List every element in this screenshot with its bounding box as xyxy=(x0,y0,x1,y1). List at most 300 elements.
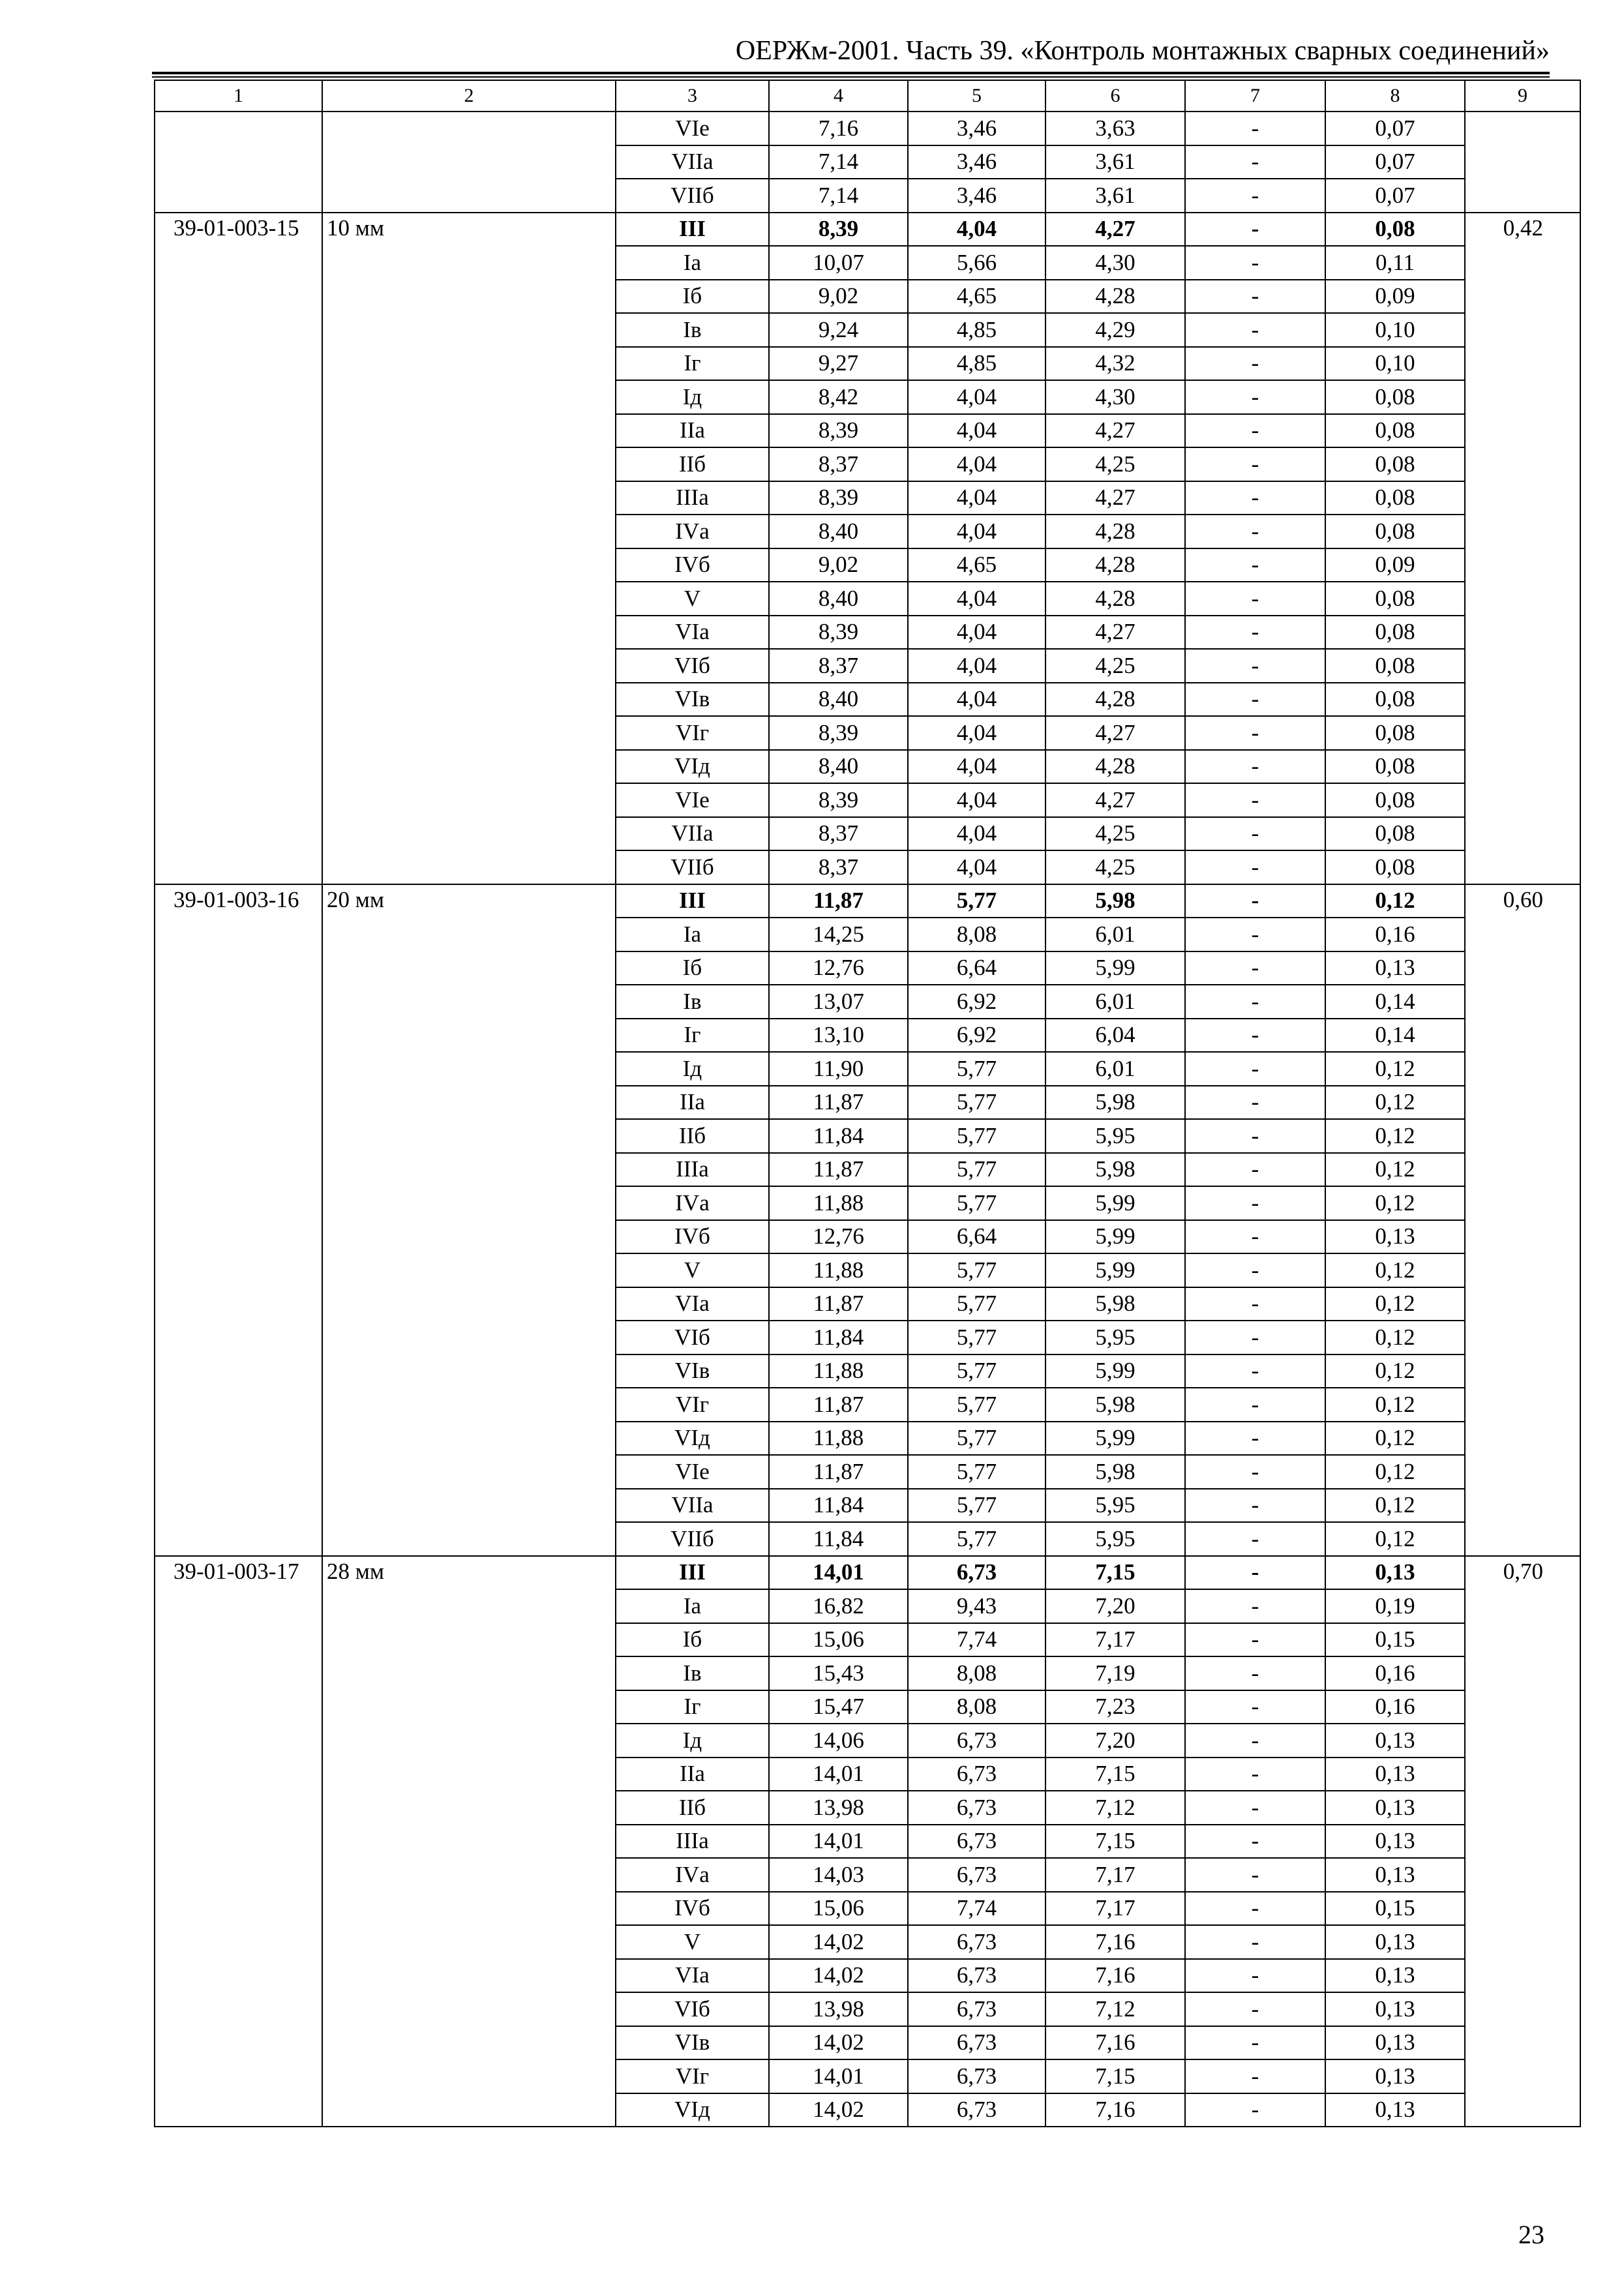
value-col5: 5,77 xyxy=(908,1422,1045,1456)
table-row xyxy=(155,884,1580,918)
value-col4: 11,88 xyxy=(769,1422,908,1456)
code-cell-continued xyxy=(155,112,322,213)
thickness-cell: 28 мм xyxy=(322,1556,616,2127)
value-col4: 12,76 xyxy=(769,951,908,985)
value-col6: 4,29 xyxy=(1045,313,1185,347)
value-col5: 6,73 xyxy=(908,1992,1045,2026)
value-col4: 8,39 xyxy=(769,783,908,817)
value-col5: 8,08 xyxy=(908,918,1045,951)
table-row xyxy=(155,112,1580,145)
value-col4: 8,37 xyxy=(769,447,908,481)
value-col6: 4,27 xyxy=(1045,616,1185,650)
value-col6: 4,28 xyxy=(1045,548,1185,582)
value-col7: - xyxy=(1185,1489,1325,1523)
value-col6: 7,17 xyxy=(1045,1623,1185,1657)
value-col5: 6,73 xyxy=(908,2059,1045,2093)
value-col5: 5,66 xyxy=(908,246,1045,280)
zone-cell: IIб xyxy=(616,1791,769,1825)
value-col7: - xyxy=(1185,179,1325,213)
value-col5: 4,04 xyxy=(908,213,1045,247)
value-col6: 4,32 xyxy=(1045,347,1185,381)
value-col4: 9,02 xyxy=(769,280,908,314)
value-col4: 16,82 xyxy=(769,1589,908,1623)
value-col5: 4,04 xyxy=(908,783,1045,817)
value-col8: 0,12 xyxy=(1325,1489,1465,1523)
value-col6: 7,12 xyxy=(1045,1791,1185,1825)
value-col7: - xyxy=(1185,313,1325,347)
value-col5: 6,73 xyxy=(908,2026,1045,2060)
value-col8: 0,12 xyxy=(1325,1086,1465,1120)
value-col5: 4,04 xyxy=(908,817,1045,851)
value-col7: - xyxy=(1185,1019,1325,1053)
value-col7: - xyxy=(1185,1556,1325,1590)
value-col7: - xyxy=(1185,246,1325,280)
zone-cell: IVб xyxy=(616,1892,769,1926)
value-col7: - xyxy=(1185,1690,1325,1724)
zone-cell: Iд xyxy=(616,380,769,414)
value-col8: 0,16 xyxy=(1325,918,1465,951)
value-col5: 4,04 xyxy=(908,447,1045,481)
value-col7: - xyxy=(1185,1119,1325,1153)
value-col7: - xyxy=(1185,582,1325,616)
value-col8: 0,12 xyxy=(1325,1287,1465,1321)
value-col6: 5,98 xyxy=(1045,1153,1185,1187)
value-col5: 5,77 xyxy=(908,1153,1045,1187)
zone-cell: Iа xyxy=(616,1589,769,1623)
value-col7: - xyxy=(1185,1287,1325,1321)
value-col8: 0,07 xyxy=(1325,112,1465,145)
zone-cell: Iд xyxy=(616,1724,769,1758)
zone-cell: IIIа xyxy=(616,1825,769,1859)
value-col6: 4,25 xyxy=(1045,649,1185,683)
value-col5: 4,65 xyxy=(908,280,1045,314)
value-col4: 10,07 xyxy=(769,246,908,280)
value-col7: - xyxy=(1185,347,1325,381)
value-col8: 0,13 xyxy=(1325,1959,1465,1993)
value-col8: 0,08 xyxy=(1325,716,1465,750)
value-col7: - xyxy=(1185,1959,1325,1993)
value-col8: 0,13 xyxy=(1325,1858,1465,1892)
value-col4: 11,87 xyxy=(769,1086,908,1120)
value-col7: - xyxy=(1185,1791,1325,1825)
value-col5: 6,73 xyxy=(908,1959,1045,1993)
value-col7: - xyxy=(1185,1858,1325,1892)
value-col5: 5,77 xyxy=(908,1354,1045,1388)
value-col8: 0,14 xyxy=(1325,985,1465,1019)
value-col8: 0,14 xyxy=(1325,1019,1465,1053)
value-col4: 8,40 xyxy=(769,515,908,548)
value-col8: 0,08 xyxy=(1325,414,1465,448)
total-cell-continued xyxy=(1465,112,1580,213)
value-col8: 0,13 xyxy=(1325,1925,1465,1959)
zone-cell: VIб xyxy=(616,1992,769,2026)
value-col4: 11,87 xyxy=(769,1287,908,1321)
value-col8: 0,08 xyxy=(1325,649,1465,683)
value-col6: 5,98 xyxy=(1045,884,1185,918)
zone-cell: IVа xyxy=(616,1858,769,1892)
zone-cell: Iв xyxy=(616,985,769,1019)
value-col4: 11,88 xyxy=(769,1186,908,1220)
value-col4: 11,84 xyxy=(769,1321,908,1354)
value-col6: 7,17 xyxy=(1045,1858,1185,1892)
value-col6: 7,16 xyxy=(1045,2093,1185,2127)
zone-cell: VIа xyxy=(616,1287,769,1321)
column-number: 5 xyxy=(908,80,1045,112)
value-col4: 14,02 xyxy=(769,1959,908,1993)
value-col6: 5,99 xyxy=(1045,1186,1185,1220)
value-col5: 4,04 xyxy=(908,716,1045,750)
value-col6: 5,98 xyxy=(1045,1388,1185,1422)
value-col5: 4,04 xyxy=(908,683,1045,717)
value-col6: 7,19 xyxy=(1045,1656,1185,1690)
zone-cell: Iб xyxy=(616,280,769,314)
value-col7: - xyxy=(1185,985,1325,1019)
value-col5: 7,74 xyxy=(908,1623,1045,1657)
value-col4: 8,39 xyxy=(769,414,908,448)
zone-cell: VIв xyxy=(616,1354,769,1388)
zone-cell: V xyxy=(616,582,769,616)
value-col4: 11,84 xyxy=(769,1489,908,1523)
value-col6: 4,27 xyxy=(1045,481,1185,515)
value-col7: - xyxy=(1185,1455,1325,1489)
value-col8: 0,15 xyxy=(1325,1892,1465,1926)
value-col4: 12,76 xyxy=(769,1220,908,1254)
value-col7: - xyxy=(1185,783,1325,817)
value-col4: 15,06 xyxy=(769,1892,908,1926)
value-col7: - xyxy=(1185,515,1325,548)
thickness-cell: 20 мм xyxy=(322,884,616,1556)
value-col7: - xyxy=(1185,850,1325,884)
value-col6: 3,61 xyxy=(1045,145,1185,179)
value-col6: 5,99 xyxy=(1045,951,1185,985)
value-col8: 0,08 xyxy=(1325,783,1465,817)
value-col4: 14,02 xyxy=(769,2093,908,2127)
value-col8: 0,08 xyxy=(1325,515,1465,548)
zone-cell: VIв xyxy=(616,683,769,717)
value-col8: 0,13 xyxy=(1325,1724,1465,1758)
zone-cell: VIе xyxy=(616,112,769,145)
value-col4: 8,42 xyxy=(769,380,908,414)
zone-cell: IIа xyxy=(616,414,769,448)
column-number: 7 xyxy=(1185,80,1325,112)
value-col6: 5,95 xyxy=(1045,1321,1185,1354)
column-number: 3 xyxy=(616,80,769,112)
value-col7: - xyxy=(1185,1086,1325,1120)
value-col8: 0,13 xyxy=(1325,1992,1465,2026)
value-col8: 0,08 xyxy=(1325,481,1465,515)
zone-cell: VIIа xyxy=(616,145,769,179)
value-col5: 6,73 xyxy=(908,1925,1045,1959)
value-col6: 5,98 xyxy=(1045,1287,1185,1321)
value-col4: 15,47 xyxy=(769,1690,908,1724)
value-col5: 5,77 xyxy=(908,1052,1045,1086)
value-col4: 7,16 xyxy=(769,112,908,145)
value-col6: 3,61 xyxy=(1045,179,1185,213)
value-col5: 4,04 xyxy=(908,649,1045,683)
value-col8: 0,13 xyxy=(1325,951,1465,985)
page-header-title: ОЕРЖм-2001. Часть 39. «Контроль монтажных сварных соединений» xyxy=(735,36,1550,66)
value-col5: 6,64 xyxy=(908,951,1045,985)
value-col7: - xyxy=(1185,2093,1325,2127)
zone-cell: Iг xyxy=(616,1690,769,1724)
value-col4: 9,24 xyxy=(769,313,908,347)
value-col7: - xyxy=(1185,280,1325,314)
value-col4: 11,84 xyxy=(769,1119,908,1153)
value-col4: 8,39 xyxy=(769,213,908,247)
thickness-cell: 10 мм xyxy=(322,213,616,884)
value-col7: - xyxy=(1185,213,1325,247)
value-col5: 4,04 xyxy=(908,515,1045,548)
value-col6: 5,98 xyxy=(1045,1455,1185,1489)
value-col8: 0,08 xyxy=(1325,683,1465,717)
value-col6: 5,95 xyxy=(1045,1522,1185,1556)
value-col8: 0,08 xyxy=(1325,582,1465,616)
value-col5: 6,73 xyxy=(908,1791,1045,1825)
value-col6: 4,27 xyxy=(1045,414,1185,448)
zone-cell: VIд xyxy=(616,750,769,784)
value-col8: 0,08 xyxy=(1325,213,1465,247)
value-col6: 4,28 xyxy=(1045,280,1185,314)
zone-cell: VIг xyxy=(616,716,769,750)
value-col7: - xyxy=(1185,1724,1325,1758)
value-col5: 5,77 xyxy=(908,1321,1045,1354)
value-col7: - xyxy=(1185,1388,1325,1422)
zone-cell: VIд xyxy=(616,2093,769,2127)
value-col4: 11,87 xyxy=(769,1388,908,1422)
value-col8: 0,12 xyxy=(1325,1455,1465,1489)
value-col6: 7,16 xyxy=(1045,2026,1185,2060)
value-col6: 7,15 xyxy=(1045,1556,1185,1590)
zone-cell: VIIб xyxy=(616,179,769,213)
value-col7: - xyxy=(1185,1623,1325,1657)
value-col8: 0,15 xyxy=(1325,1623,1465,1657)
value-col4: 8,39 xyxy=(769,616,908,650)
value-col7: - xyxy=(1185,683,1325,717)
value-col4: 11,87 xyxy=(769,1153,908,1187)
value-col5: 4,04 xyxy=(908,582,1045,616)
value-col4: 11,88 xyxy=(769,1354,908,1388)
value-col5: 6,73 xyxy=(908,1556,1045,1590)
value-col5: 7,74 xyxy=(908,1892,1045,1926)
zone-cell: VIб xyxy=(616,1321,769,1354)
value-col7: - xyxy=(1185,1186,1325,1220)
value-col6: 7,15 xyxy=(1045,2059,1185,2093)
zone-cell: Iа xyxy=(616,246,769,280)
value-col5: 5,77 xyxy=(908,1489,1045,1523)
value-col5: 4,04 xyxy=(908,616,1045,650)
zone-cell: VIг xyxy=(616,1388,769,1422)
value-col4: 14,02 xyxy=(769,2026,908,2060)
column-number: 8 xyxy=(1325,80,1465,112)
value-col5: 3,46 xyxy=(908,179,1045,213)
value-col8: 0,19 xyxy=(1325,1589,1465,1623)
value-col6: 7,17 xyxy=(1045,1892,1185,1926)
value-col8: 0,08 xyxy=(1325,850,1465,884)
value-col4: 8,40 xyxy=(769,683,908,717)
value-col6: 4,28 xyxy=(1045,683,1185,717)
value-col4: 14,01 xyxy=(769,1556,908,1590)
zone-cell: IIб xyxy=(616,447,769,481)
value-col4: 11,90 xyxy=(769,1052,908,1086)
value-col7: - xyxy=(1185,951,1325,985)
value-col6: 5,95 xyxy=(1045,1119,1185,1153)
value-col5: 5,77 xyxy=(908,1119,1045,1153)
value-col8: 0,13 xyxy=(1325,2059,1465,2093)
value-col4: 13,10 xyxy=(769,1019,908,1053)
value-col8: 0,12 xyxy=(1325,1354,1465,1388)
value-col8: 0,07 xyxy=(1325,179,1465,213)
value-col5: 4,85 xyxy=(908,347,1045,381)
table-row xyxy=(155,1556,1580,1590)
value-col8: 0,12 xyxy=(1325,1522,1465,1556)
total-cell: 0,42 xyxy=(1465,213,1580,884)
value-col5: 4,65 xyxy=(908,548,1045,582)
value-col8: 0,12 xyxy=(1325,884,1465,918)
value-col8: 0,09 xyxy=(1325,280,1465,314)
value-col7: - xyxy=(1185,616,1325,650)
value-col6: 4,30 xyxy=(1045,246,1185,280)
value-col6: 5,99 xyxy=(1045,1354,1185,1388)
value-col8: 0,12 xyxy=(1325,1119,1465,1153)
column-number: 1 xyxy=(155,80,322,112)
value-col5: 5,77 xyxy=(908,1287,1045,1321)
value-col7: - xyxy=(1185,1354,1325,1388)
value-col4: 15,43 xyxy=(769,1656,908,1690)
value-col7: - xyxy=(1185,1253,1325,1287)
value-col7: - xyxy=(1185,1892,1325,1926)
value-col6: 4,28 xyxy=(1045,582,1185,616)
value-col4: 8,40 xyxy=(769,582,908,616)
zone-cell: III xyxy=(616,213,769,247)
value-col5: 5,77 xyxy=(908,884,1045,918)
value-col4: 8,37 xyxy=(769,817,908,851)
value-col4: 13,98 xyxy=(769,1791,908,1825)
value-col4: 8,37 xyxy=(769,649,908,683)
value-col8: 0,08 xyxy=(1325,380,1465,414)
value-col8: 0,12 xyxy=(1325,1153,1465,1187)
value-col6: 4,25 xyxy=(1045,817,1185,851)
value-col4: 11,88 xyxy=(769,1253,908,1287)
rates-table xyxy=(154,80,1581,2127)
value-col6: 4,25 xyxy=(1045,850,1185,884)
value-col8: 0,13 xyxy=(1325,2093,1465,2127)
value-col5: 6,92 xyxy=(908,1019,1045,1053)
value-col7: - xyxy=(1185,112,1325,145)
zone-cell: VIе xyxy=(616,1455,769,1489)
column-number: 2 xyxy=(322,80,616,112)
zone-cell: V xyxy=(616,1925,769,1959)
value-col7: - xyxy=(1185,1422,1325,1456)
value-col4: 14,01 xyxy=(769,1758,908,1791)
value-col6: 5,95 xyxy=(1045,1489,1185,1523)
zone-cell: VIIа xyxy=(616,1489,769,1523)
zone-cell: IVб xyxy=(616,1220,769,1254)
value-col7: - xyxy=(1185,414,1325,448)
value-col5: 4,04 xyxy=(908,750,1045,784)
value-col8: 0,08 xyxy=(1325,616,1465,650)
value-col5: 5,77 xyxy=(908,1086,1045,1120)
value-col8: 0,13 xyxy=(1325,1220,1465,1254)
value-col4: 14,06 xyxy=(769,1724,908,1758)
value-col7: - xyxy=(1185,1758,1325,1791)
value-col8: 0,10 xyxy=(1325,313,1465,347)
value-col4: 11,87 xyxy=(769,884,908,918)
column-number-row xyxy=(155,80,1580,112)
zone-cell: VIб xyxy=(616,649,769,683)
value-col6: 7,16 xyxy=(1045,1959,1185,1993)
value-col6: 3,63 xyxy=(1045,112,1185,145)
total-cell: 0,60 xyxy=(1465,884,1580,1556)
value-col8: 0,12 xyxy=(1325,1422,1465,1456)
value-col7: - xyxy=(1185,447,1325,481)
value-col8: 0,08 xyxy=(1325,750,1465,784)
zone-cell: IVа xyxy=(616,1186,769,1220)
value-col5: 9,43 xyxy=(908,1589,1045,1623)
zone-cell: VIе xyxy=(616,783,769,817)
value-col6: 7,12 xyxy=(1045,1992,1185,2026)
value-col5: 6,73 xyxy=(908,1758,1045,1791)
value-col6: 4,28 xyxy=(1045,750,1185,784)
value-col6: 7,16 xyxy=(1045,1925,1185,1959)
value-col6: 6,01 xyxy=(1045,1052,1185,1086)
zone-cell: IIб xyxy=(616,1119,769,1153)
value-col8: 0,12 xyxy=(1325,1321,1465,1354)
value-col5: 6,73 xyxy=(908,1858,1045,1892)
zone-cell: Iб xyxy=(616,1623,769,1657)
value-col7: - xyxy=(1185,817,1325,851)
value-col7: - xyxy=(1185,1153,1325,1187)
value-col5: 4,04 xyxy=(908,481,1045,515)
value-col5: 3,46 xyxy=(908,112,1045,145)
value-col4: 14,03 xyxy=(769,1858,908,1892)
value-col5: 4,04 xyxy=(908,850,1045,884)
value-col5: 5,77 xyxy=(908,1455,1045,1489)
value-col4: 8,39 xyxy=(769,481,908,515)
value-col4: 11,87 xyxy=(769,1455,908,1489)
value-col5: 4,04 xyxy=(908,380,1045,414)
value-col5: 4,85 xyxy=(908,313,1045,347)
value-col5: 5,77 xyxy=(908,1186,1045,1220)
column-number: 9 xyxy=(1465,80,1580,112)
value-col8: 0,09 xyxy=(1325,548,1465,582)
value-col4: 13,98 xyxy=(769,1992,908,2026)
zone-cell: IIа xyxy=(616,1086,769,1120)
value-col7: - xyxy=(1185,1052,1325,1086)
zone-cell: VIг xyxy=(616,2059,769,2093)
value-col5: 8,08 xyxy=(908,1690,1045,1724)
value-col4: 7,14 xyxy=(769,179,908,213)
zone-cell: VIIб xyxy=(616,1522,769,1556)
value-col6: 4,27 xyxy=(1045,783,1185,817)
zone-cell: V xyxy=(616,1253,769,1287)
page-number: 23 xyxy=(1518,2220,1544,2249)
value-col5: 5,77 xyxy=(908,1388,1045,1422)
value-col7: - xyxy=(1185,481,1325,515)
value-col7: - xyxy=(1185,716,1325,750)
value-col7: - xyxy=(1185,2026,1325,2060)
value-col4: 7,14 xyxy=(769,145,908,179)
value-col7: - xyxy=(1185,1825,1325,1859)
zone-cell: IIIа xyxy=(616,1153,769,1187)
rates-table-body xyxy=(155,80,1580,2127)
value-col6: 4,27 xyxy=(1045,213,1185,247)
table-row xyxy=(155,213,1580,247)
zone-cell: IVа xyxy=(616,515,769,548)
value-col7: - xyxy=(1185,750,1325,784)
value-col6: 4,28 xyxy=(1045,515,1185,548)
zone-cell: Iг xyxy=(616,347,769,381)
value-col6: 7,15 xyxy=(1045,1758,1185,1791)
